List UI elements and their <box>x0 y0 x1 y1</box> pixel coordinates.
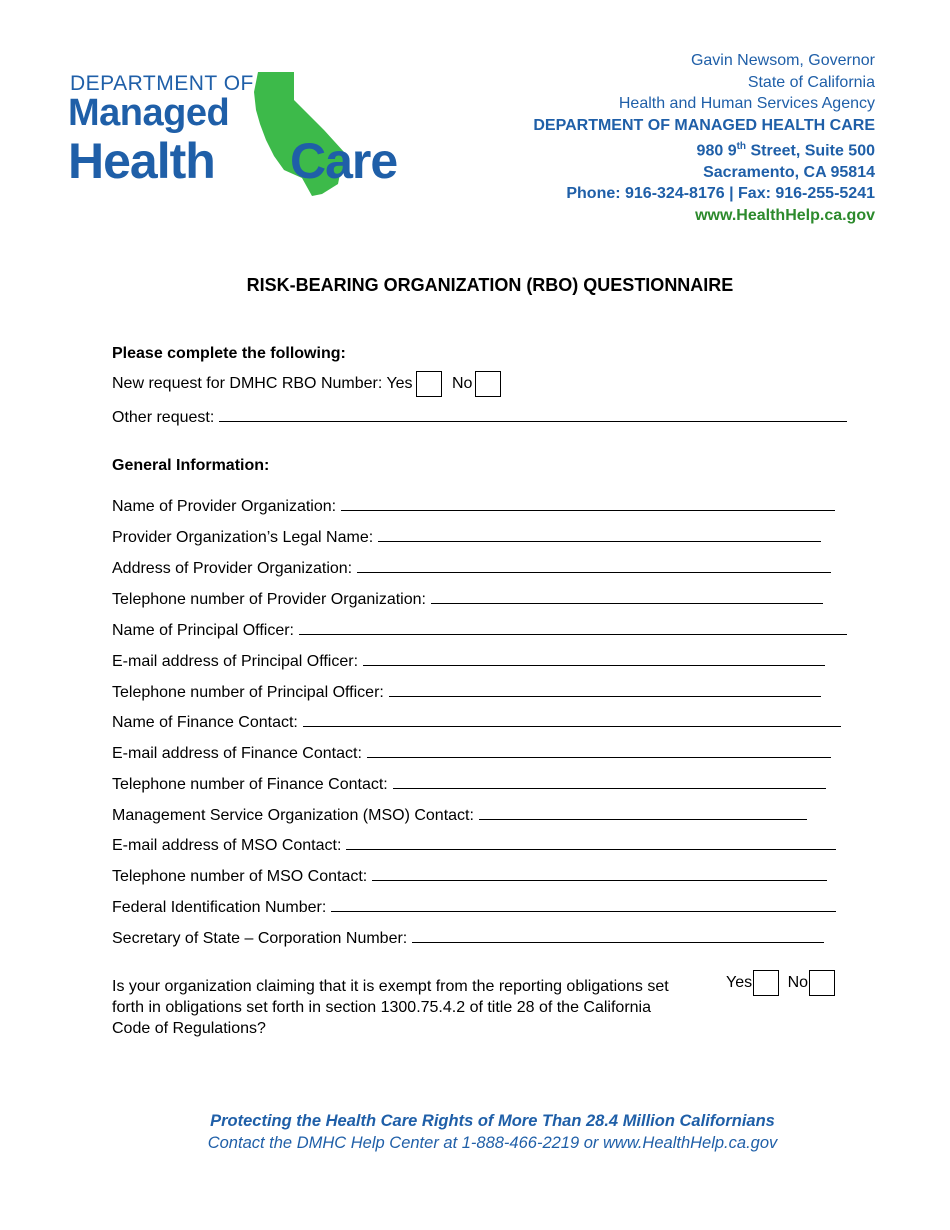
governor-line: Gavin Newsom, Governor <box>690 52 875 69</box>
federal-id-field[interactable] <box>331 897 836 912</box>
other-request-field[interactable] <box>219 407 847 422</box>
finance-contact-email-field[interactable] <box>367 743 831 758</box>
exempt-yes-label: Yes <box>726 974 753 992</box>
exempt-no-checkbox[interactable] <box>809 970 835 996</box>
mso-email-field[interactable] <box>346 835 836 850</box>
field-label: Telephone number of Finance Contact: <box>112 776 388 793</box>
field-row <box>112 743 831 763</box>
field-label: Name of Finance Contact: <box>112 714 298 731</box>
mso-contact-field[interactable] <box>479 805 807 820</box>
state-line: State of California <box>747 73 875 91</box>
exempt-answer <box>726 970 835 996</box>
footer-contact: Contact the DMHC Help Center at 1-888-466-2219 or www.HealthHelp.ca.gov <box>207 1134 778 1152</box>
field-label: Secretary of State – Corporation Number: <box>112 930 408 947</box>
field-label: Address of Provider Organization: <box>112 560 353 577</box>
field-row <box>112 774 826 794</box>
finance-contact-name-field[interactable] <box>303 712 841 727</box>
field-row <box>112 897 836 917</box>
field-row <box>112 620 847 640</box>
exempt-question: Is your organization claiming that it is exempt from the reporting obligations set forth in obligations set forth in section 1300.75.4.2 of title 28 of the California Code of Regulations? <box>112 978 669 1037</box>
new-request-row <box>112 371 501 397</box>
website-link[interactable]: www.HealthHelp.ca.gov <box>695 206 875 224</box>
provider-address-field[interactable] <box>357 558 831 573</box>
logo-care-prefix: Ca <box>290 133 352 189</box>
page-title: RISK-BEARING ORGANIZATION (RBO) QUESTIONNAIRE <box>246 275 734 295</box>
field-row <box>112 651 825 671</box>
field-row <box>112 682 821 702</box>
street-name: Street, Suite 500 <box>746 142 875 160</box>
principal-officer-phone-field[interactable] <box>389 682 821 697</box>
field-label: E-mail address of Principal Officer: <box>112 653 359 670</box>
new-request-yes-checkbox[interactable] <box>416 371 442 397</box>
general-info-heading: General Information: <box>112 457 270 474</box>
mso-phone-field[interactable] <box>372 866 827 881</box>
logo-line-managed: Managed <box>68 92 230 134</box>
finance-contact-phone-field[interactable] <box>393 774 826 789</box>
other-request-row <box>112 407 847 427</box>
field-row <box>112 835 836 855</box>
field-row <box>112 805 807 825</box>
principal-officer-name-field[interactable] <box>299 620 847 635</box>
request-heading: Please complete the following: <box>112 345 346 362</box>
dmhc-logo <box>68 70 428 200</box>
footer-tagline: Protecting the Health Care Rights of More Than 28.4 Million Californians <box>210 1112 775 1130</box>
new-request-no-label: No <box>452 375 473 393</box>
field-label: Telephone number of Principal Officer: <box>112 684 384 701</box>
field-label: Federal Identification Number: <box>112 899 327 916</box>
other-request-label: Other request: <box>112 409 215 426</box>
principal-officer-email-field[interactable] <box>363 651 825 666</box>
corporation-number-field[interactable] <box>412 928 824 943</box>
provider-phone-field[interactable] <box>431 589 823 604</box>
street-line <box>533 136 875 162</box>
field-label: Telephone number of MSO Contact: <box>112 868 368 885</box>
field-row <box>112 496 835 516</box>
field-row <box>112 558 831 578</box>
department-line: DEPARTMENT OF MANAGED HEALTH CARE <box>533 116 875 134</box>
phone-fax-line: Phone: 916-324-8176 | Fax: 916-255-5241 <box>566 185 875 203</box>
street-ordinal: th <box>736 141 747 152</box>
letterhead <box>533 50 875 226</box>
new-request-no-checkbox[interactable] <box>475 371 501 397</box>
logo-line-care <box>290 132 397 190</box>
new-request-label: New request for DMHC RBO Number: Yes <box>112 375 413 393</box>
field-label: Name of Principal Officer: <box>112 622 294 639</box>
footer <box>0 1110 950 1154</box>
logo-line-department: DEPARTMENT OF <box>70 72 254 95</box>
field-label: Telephone number of Provider Organization: <box>112 591 426 608</box>
field-row <box>112 928 824 948</box>
logo-care-suffix: re <box>351 133 398 189</box>
field-label: Management Service Organization (MSO) Contact: <box>112 807 474 824</box>
field-label: E-mail address of Finance Contact: <box>112 745 362 762</box>
field-row <box>112 712 841 732</box>
field-row <box>112 527 821 547</box>
agency-line: Health and Human Services Agency <box>618 95 875 112</box>
legal-name-field[interactable] <box>378 527 821 542</box>
city-line: Sacramento, CA 95814 <box>703 163 875 181</box>
field-label: Provider Organization’s Legal Name: <box>112 529 374 546</box>
logo-line-health: Health <box>68 133 215 189</box>
provider-name-field[interactable] <box>341 496 835 511</box>
field-row <box>112 866 827 886</box>
street-number: 980 9 <box>696 142 737 160</box>
field-label: E-mail address of MSO Contact: <box>112 837 342 854</box>
field-row <box>112 589 823 609</box>
exempt-no-label: No <box>787 974 809 992</box>
field-label: Name of Provider Organization: <box>112 498 337 515</box>
exempt-yes-checkbox[interactable] <box>753 970 779 996</box>
